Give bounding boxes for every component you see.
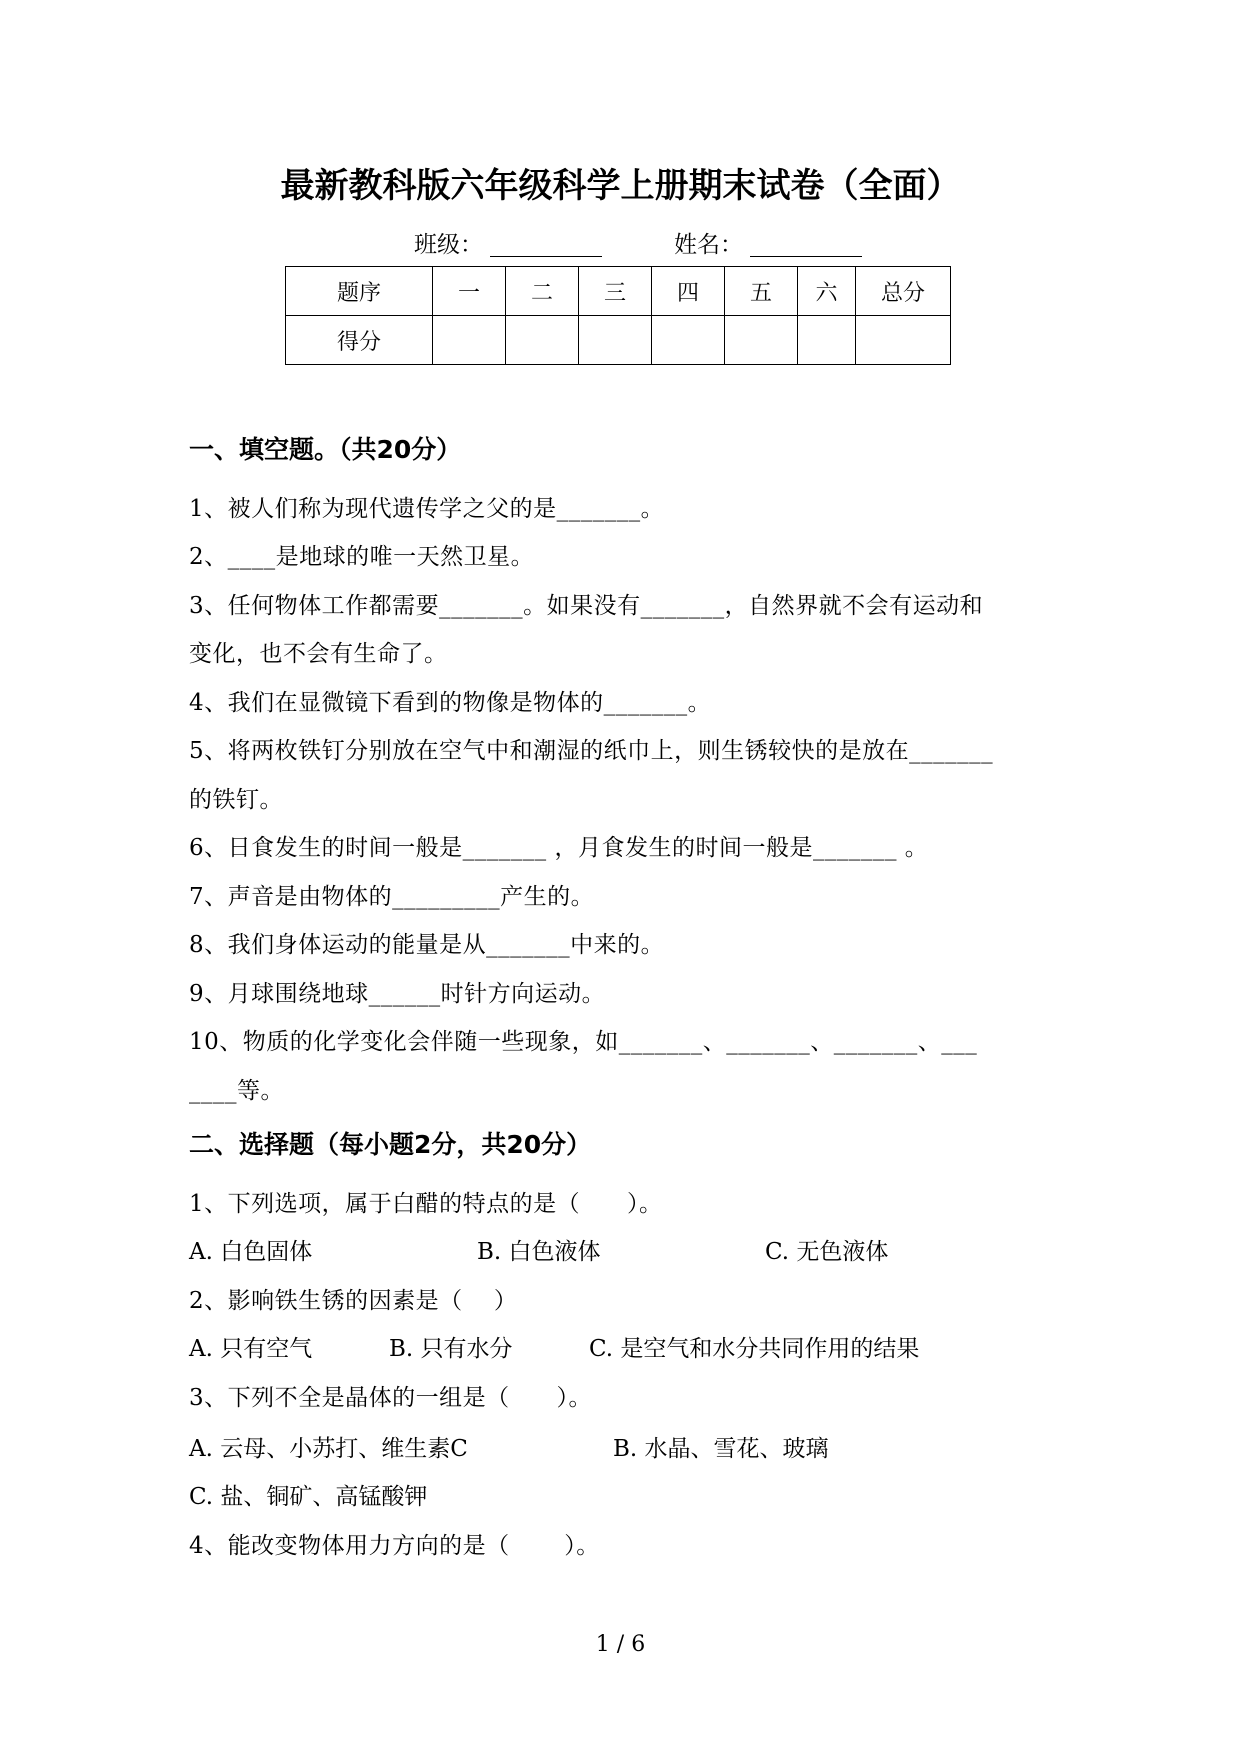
score-cell[interactable]	[798, 316, 856, 365]
score-cell[interactable]	[433, 316, 506, 365]
header-cell: 二	[506, 267, 579, 316]
question-line: 2、____是地球的唯一天然卫星。	[189, 544, 535, 570]
score-cell[interactable]	[579, 316, 652, 365]
name-blank[interactable]	[750, 256, 862, 257]
header-cell: 六	[798, 267, 856, 316]
option-a[interactable]: A. 云母、小苏打、维生素C	[189, 1436, 468, 1462]
question-line: 7、声音是由物体的_________产生的。	[189, 884, 595, 910]
score-row-label: 得分	[286, 316, 433, 365]
score-table-score-row	[286, 316, 951, 365]
question-line: 1、被人们称为现代遗传学之父的是_______。	[189, 496, 665, 522]
option-a[interactable]: A. 只有空气	[189, 1336, 313, 1362]
page-title: 最新教科版六年级科学上册期末试卷（全面）	[280, 166, 961, 206]
question-line: 10、物质的化学变化会伴随一些现象，如_______、_______、_______、___	[189, 1029, 978, 1055]
score-table	[285, 266, 951, 365]
header-cell: 四	[652, 267, 725, 316]
question-line: 3、任何物体工作都需要_______。如果没有_______，自然界就不会有运动和	[189, 593, 984, 619]
option-c[interactable]: C. 盐、铜矿、高锰酸钾	[189, 1484, 428, 1510]
page-number: 1 / 6	[595, 1632, 646, 1657]
score-cell[interactable]	[856, 316, 951, 365]
header-cell: 五	[725, 267, 798, 316]
question-line: 6、日食发生的时间一般是_______ ，月食发生的时间一般是_______ 。	[189, 835, 929, 861]
score-table-header-row	[286, 267, 951, 316]
question-stem: 3、下列不全是晶体的一组是（ ）。	[189, 1385, 592, 1411]
option-a[interactable]: A. 白色固体	[189, 1239, 313, 1265]
section1-heading: 一、填空题。（共20分）	[189, 435, 462, 464]
option-c[interactable]: C. 无色液体	[765, 1239, 889, 1265]
class-label: 班级：	[414, 232, 483, 258]
header-cell: 一	[433, 267, 506, 316]
header-cell: 三	[579, 267, 652, 316]
question-line: 变化，也不会有生命了。	[189, 641, 448, 667]
question-line: 的铁钉。	[189, 787, 283, 813]
section2-heading: 二、选择题（每小题2分，共20分）	[189, 1130, 592, 1159]
option-c[interactable]: C. 是空气和水分共同作用的结果	[589, 1336, 920, 1362]
question-stem: 1、下列选项，属于白醋的特点的是（ ）。	[189, 1191, 663, 1217]
question-line: 8、我们身体运动的能量是从_______中来的。	[189, 932, 665, 958]
question-line: 9、月球围绕地球______时针方向运动。	[189, 981, 606, 1007]
score-cell[interactable]	[725, 316, 798, 365]
question-stem: 4、能改变物体用力方向的是（ ）。	[189, 1533, 600, 1559]
option-b[interactable]: B. 只有水分	[389, 1336, 513, 1362]
score-cell[interactable]	[506, 316, 579, 365]
option-b[interactable]: B. 白色液体	[477, 1239, 601, 1265]
header-cell: 题序	[286, 267, 433, 316]
question-line: ____等。	[189, 1078, 284, 1104]
score-cell[interactable]	[652, 316, 725, 365]
question-line: 4、我们在显微镜下看到的物像是物体的_______。	[189, 690, 712, 716]
question-line: 5、将两枚铁钉分别放在空气中和潮湿的纸巾上，则生锈较快的是放在_______	[189, 738, 994, 764]
header-cell: 总分	[856, 267, 951, 316]
class-blank[interactable]	[490, 256, 602, 257]
option-b[interactable]: B. 水晶、雪花、玻璃	[613, 1436, 829, 1462]
question-stem: 2、影响铁生锈的因素是（ ）	[189, 1288, 518, 1314]
name-label: 姓名：	[674, 232, 743, 258]
